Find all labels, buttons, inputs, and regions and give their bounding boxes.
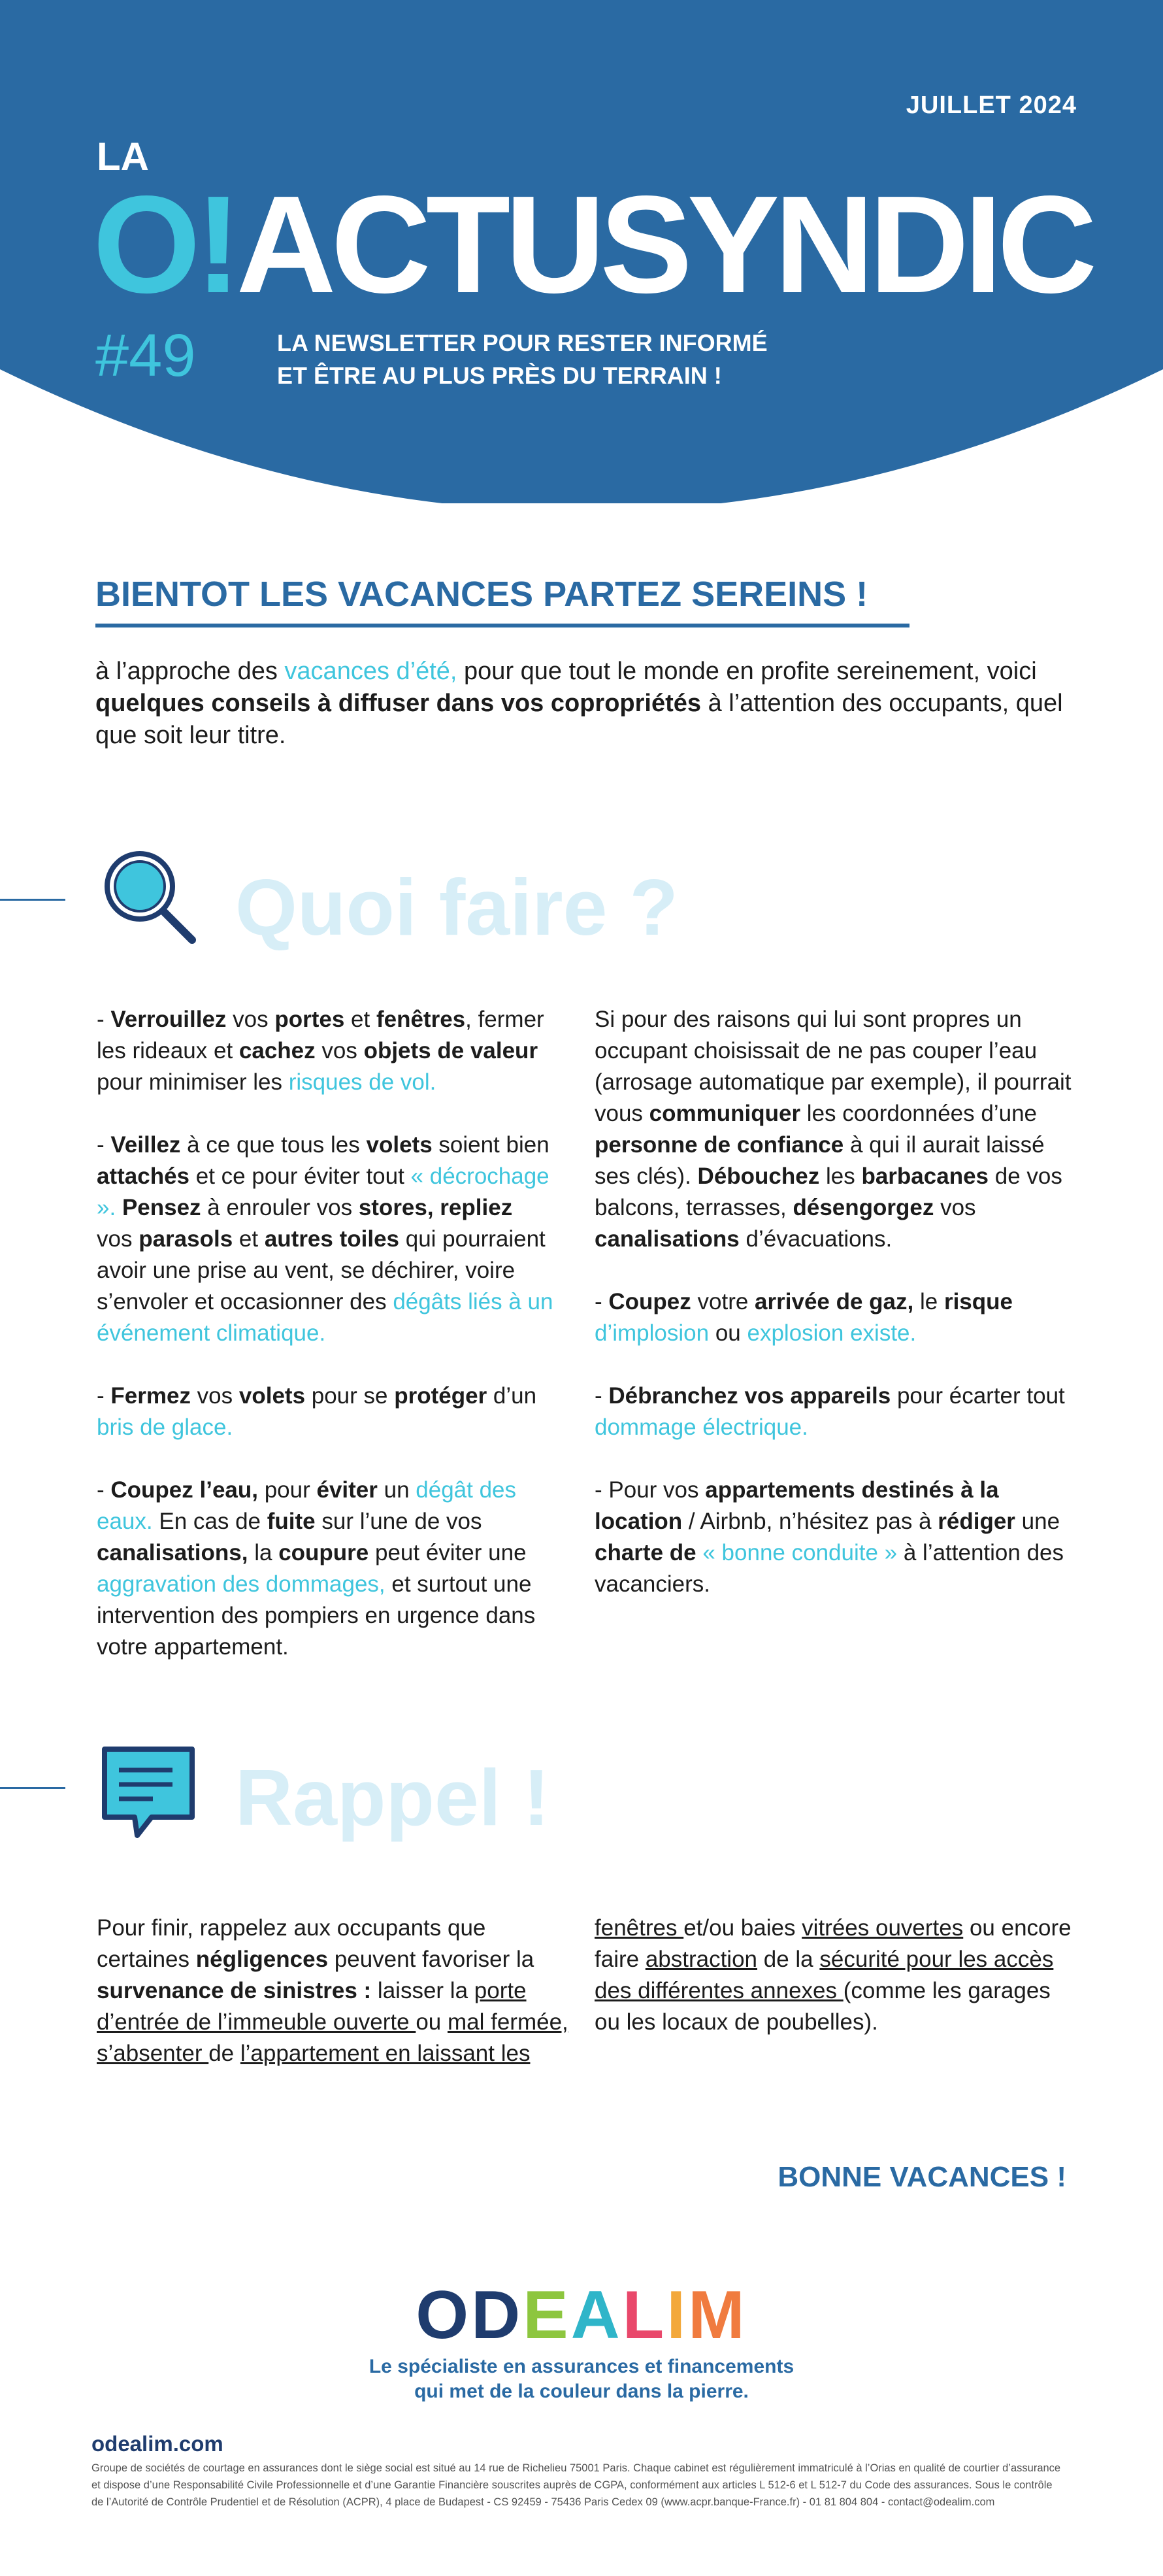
text-run: abstraction <box>645 1947 758 1972</box>
text-run: En cas de <box>152 1509 267 1534</box>
rappel-heading: Rappel ! <box>235 1753 550 1842</box>
text-run: appartements destinés à la location <box>595 1477 999 1534</box>
brand-accent: O! <box>93 167 237 322</box>
text-run: les <box>819 1163 862 1189</box>
text-run: Veillez <box>110 1132 181 1158</box>
text-run: aggravation des dommages, <box>97 1571 385 1597</box>
text-run: risque <box>943 1289 1013 1314</box>
rappel-left-column <box>97 1913 574 2101</box>
text-run: fenêtres <box>595 1915 684 1941</box>
text-run: Coupez l’eau, <box>110 1477 258 1503</box>
closing-message: BONNE VACANCES ! <box>778 2161 1066 2193</box>
logo-letter: A <box>570 2277 623 2353</box>
text-run: sur l’une de vos <box>315 1509 482 1534</box>
tagline <box>277 327 768 392</box>
text-run: éviter <box>316 1477 378 1503</box>
text-run: Débranchez vos appareils <box>608 1383 891 1409</box>
text-run: de vos balcons, terrasses, <box>595 1163 1062 1220</box>
tagline-line-2 <box>277 360 768 392</box>
text-run: laisser la <box>371 1978 474 2003</box>
text-run: s’absenter <box>97 2041 209 2066</box>
text-run: peut éviter une <box>369 1540 527 1565</box>
text-run: d’implosion <box>595 1320 710 1346</box>
tip-gas <box>595 1286 1072 1349</box>
text-run: pour se <box>305 1383 395 1409</box>
text-run: Si pour des raisons qui lui sont propres un occupant choisissait de ne pas couper l’eau (arrosage automatique par exemple), il pourrait vous <box>595 1007 1072 1126</box>
quoi-right-column <box>595 1004 1072 1631</box>
rappel-text-left <box>97 1913 574 2069</box>
text-run: bris de glace. <box>97 1414 233 1440</box>
text-run: une <box>1015 1509 1060 1534</box>
text-run: et surtout une intervention des pompiers en urgence dans votre appartement. <box>97 1571 536 1660</box>
text-run: soient bien <box>432 1132 549 1158</box>
text-run: rédiger <box>938 1509 1015 1534</box>
text-run: à l’approche des <box>95 658 285 685</box>
slogan-line-2: qui met de la couleur dans la pierre. <box>414 2381 749 2402</box>
text-run: - Pour vos <box>595 1477 706 1503</box>
text-run: à l’attention des vacanciers. <box>595 1540 1064 1597</box>
text-run: vos <box>190 1383 239 1409</box>
text-run: de <box>208 2041 240 2066</box>
text-run: charte de <box>595 1540 696 1565</box>
tip-lock <box>97 1004 554 1098</box>
text-run: et <box>233 1226 265 1252</box>
tip-close-shutters <box>97 1380 554 1443</box>
logo-letter: I <box>666 2277 689 2353</box>
tip-shutters <box>97 1129 554 1349</box>
text-run: à ce que tous les <box>180 1132 367 1158</box>
text-run: vitrées ouvertes <box>802 1915 964 1941</box>
text-run <box>696 1540 703 1565</box>
text-run: ou <box>416 2009 448 2035</box>
text-run: Verrouillez <box>110 1007 227 1032</box>
rappel-text-right <box>595 1913 1072 2038</box>
logo-letter: M <box>688 2277 747 2353</box>
brand-rest: ACTUSYNDIC <box>236 167 1092 322</box>
text-run: pour que tout le monde en profite sereinement, voici <box>457 658 1037 685</box>
text-run: dommage électrique. <box>595 1414 808 1440</box>
text-run: les coordonnées d’une <box>800 1101 1038 1126</box>
slogan-line-1: Le spécialiste en assurances et financements <box>369 2356 794 2377</box>
text-run: fenêtres <box>376 1007 466 1032</box>
tagline-line-2a: ET ÊTRE <box>277 362 382 389</box>
rappel-right-column <box>595 1913 1072 2069</box>
text-run: vacances d’été, <box>284 658 457 685</box>
logo-letter: O <box>416 2277 472 2353</box>
text-run: le <box>913 1289 944 1314</box>
tagline-line-2b: AU PLUS PRÈS DU TERRAIN ! <box>382 362 722 389</box>
tip-water <box>97 1475 554 1663</box>
section-title-underline <box>95 624 909 627</box>
text-run: « décrochage ». <box>97 1163 549 1220</box>
text-run <box>116 1195 122 1220</box>
text-run: un <box>377 1477 416 1503</box>
text-run: la <box>248 1540 279 1565</box>
tip-appliances <box>595 1380 1072 1443</box>
text-run: volets <box>238 1383 306 1409</box>
divider-line <box>0 899 65 901</box>
text-run: coupure <box>278 1540 369 1565</box>
text-run: cachez <box>238 1038 316 1063</box>
text-run: - <box>97 1477 111 1503</box>
brand-prefix: LA <box>97 135 149 178</box>
odealim-logo <box>0 2277 1163 2353</box>
text-run: Pensez <box>122 1195 201 1220</box>
text-run: pour <box>257 1477 317 1503</box>
logo-letter: E <box>523 2277 571 2353</box>
text-run: autres toiles <box>264 1226 400 1252</box>
text-run: , fermer les rideaux et <box>97 1007 544 1063</box>
slogan <box>0 2354 1163 2404</box>
section-title: BIENTOT LES VACANCES PARTEZ SEREINS ! <box>95 575 868 614</box>
issue-date: JUILLET 2024 <box>906 92 1077 119</box>
text-run: objets de valeur <box>363 1038 538 1063</box>
issue-number: #49 <box>95 322 196 389</box>
brand-title <box>93 167 1092 322</box>
legal-notice: Groupe de sociétés de courtage en assurances dont le siège social est situé au 14 rue de Richelieu 75001 Paris. Chaque cabinet est régulièrement immatriculé à l’Orias en qualité de courtier d’assurance et dispose d’une Responsabilité Civile Professionnelle et d’une Garantie Financière souscrites auprès de CGPA, conformément aux articles L 512-6 et L 512-7 du Code des assurances. Sous le contrôle de l’Autorité de Contrôle Prudentiel et de Résolution (ACPR), 4 place de Budapest - CS 92459 - 75436 Paris Cedex 09 (www.acpr.banque-France.fr) - 01 81 804 804 - contact@odealim.com <box>91 2462 1061 2508</box>
text-run: canalisations <box>595 1226 740 1252</box>
text-run: arrivée de gaz, <box>755 1289 914 1314</box>
text-run: Coupez <box>608 1289 691 1314</box>
text-run: et <box>344 1007 376 1032</box>
text-run: - <box>595 1383 609 1409</box>
text-run: porte d’entrée de l’immeuble ouverte <box>97 1978 527 2035</box>
text-run: survenance de sinistres : <box>97 1978 372 2003</box>
text-run: sécurité pour les accès des différentes annexes <box>595 1947 1054 2003</box>
quoi-left-column <box>97 1004 554 1694</box>
text-run: Débouchez <box>697 1163 820 1189</box>
text-run: d’un <box>487 1383 537 1409</box>
text-run: communiquer <box>649 1101 801 1126</box>
text-run: désengorgez <box>793 1195 934 1220</box>
text-run: peuvent favoriser la <box>328 1947 534 1972</box>
text-run: Fermez <box>110 1383 191 1409</box>
logo-letter: L <box>622 2277 667 2353</box>
text-run: - <box>97 1007 111 1032</box>
text-run: portes <box>274 1007 345 1032</box>
text-run: votre <box>691 1289 755 1314</box>
text-run: volets <box>366 1132 433 1158</box>
text-run: pour minimiser les <box>97 1069 289 1095</box>
tip-water-exception <box>595 1004 1072 1255</box>
text-run: ou <box>709 1320 747 1346</box>
text-run: personne de confiance <box>595 1132 844 1158</box>
logo-letter: D <box>471 2277 523 2353</box>
text-run: à qui il aurait laissé ses clés). <box>595 1132 1045 1189</box>
text-run: parasols <box>139 1226 233 1252</box>
text-run: barbacanes <box>861 1163 989 1189</box>
text-run: d’évacuations. <box>739 1226 893 1252</box>
text-run: risques de vol. <box>288 1069 436 1095</box>
text-run: à l’attention des occupants, quel que soit leur titre. <box>95 690 1063 749</box>
text-run: attachés <box>97 1163 190 1189</box>
text-run: mal fermée, <box>447 2009 568 2035</box>
text-run: ou encore faire <box>595 1915 1072 1972</box>
text-run: protéger <box>394 1383 487 1409</box>
text-run: et/ou baies <box>683 1915 802 1941</box>
text-run: vos <box>226 1007 275 1032</box>
text-run: - <box>97 1383 111 1409</box>
text-run: / Airbnb, n’hésitez pas à <box>682 1509 938 1534</box>
text-run: dégât des eaux. <box>97 1477 517 1534</box>
tip-rental <box>595 1475 1072 1600</box>
text-run: Pour finir, rappelez aux occupants que certaines <box>97 1915 486 1972</box>
text-run: canalisations, <box>97 1540 248 1565</box>
text-run: explosion existe. <box>747 1320 917 1346</box>
text-run: vos <box>934 1195 976 1220</box>
text-run: négligences <box>195 1947 329 1972</box>
text-run: vos <box>315 1038 364 1063</box>
text-run: pour écarter tout <box>891 1383 1065 1409</box>
text-run: vos <box>97 1226 139 1252</box>
text-run: - <box>97 1132 111 1158</box>
magnifier-icon <box>95 843 200 948</box>
text-run: et ce pour éviter tout <box>189 1163 411 1189</box>
intro-paragraph <box>95 656 1075 752</box>
website-link[interactable]: odealim.com <box>91 2432 223 2456</box>
logo-wordmark <box>0 2277 1163 2353</box>
divider-line <box>0 1787 65 1789</box>
tagline-line-1: LA NEWSLETTER POUR RESTER INFORMÉ <box>277 329 768 356</box>
text-run: (comme les garages ou les locaux de poubelles). <box>595 1978 1051 2035</box>
text-run: l’appartement en laissant les <box>240 2041 531 2066</box>
text-run: - <box>595 1289 609 1314</box>
text-run: fuite <box>267 1509 316 1534</box>
text-run: « bonne conduite » <box>702 1540 898 1565</box>
text-run: de la <box>757 1947 820 1972</box>
text-run: qui pourraient avoir une prise au vent, se déchirer, voire s’envoler et occasionner des <box>97 1226 546 1314</box>
message-icon <box>99 1744 197 1848</box>
text-run: quelques conseils à diffuser dans vos copropriétés <box>95 690 702 717</box>
quoi-faire-heading: Quoi faire ? <box>235 863 678 952</box>
text-run: stores, repliez <box>358 1195 513 1220</box>
text-run: à enrouler vos <box>201 1195 359 1220</box>
text-run: dégâts liés à un événement climatique. <box>97 1289 553 1346</box>
intro-text <box>95 658 1063 749</box>
